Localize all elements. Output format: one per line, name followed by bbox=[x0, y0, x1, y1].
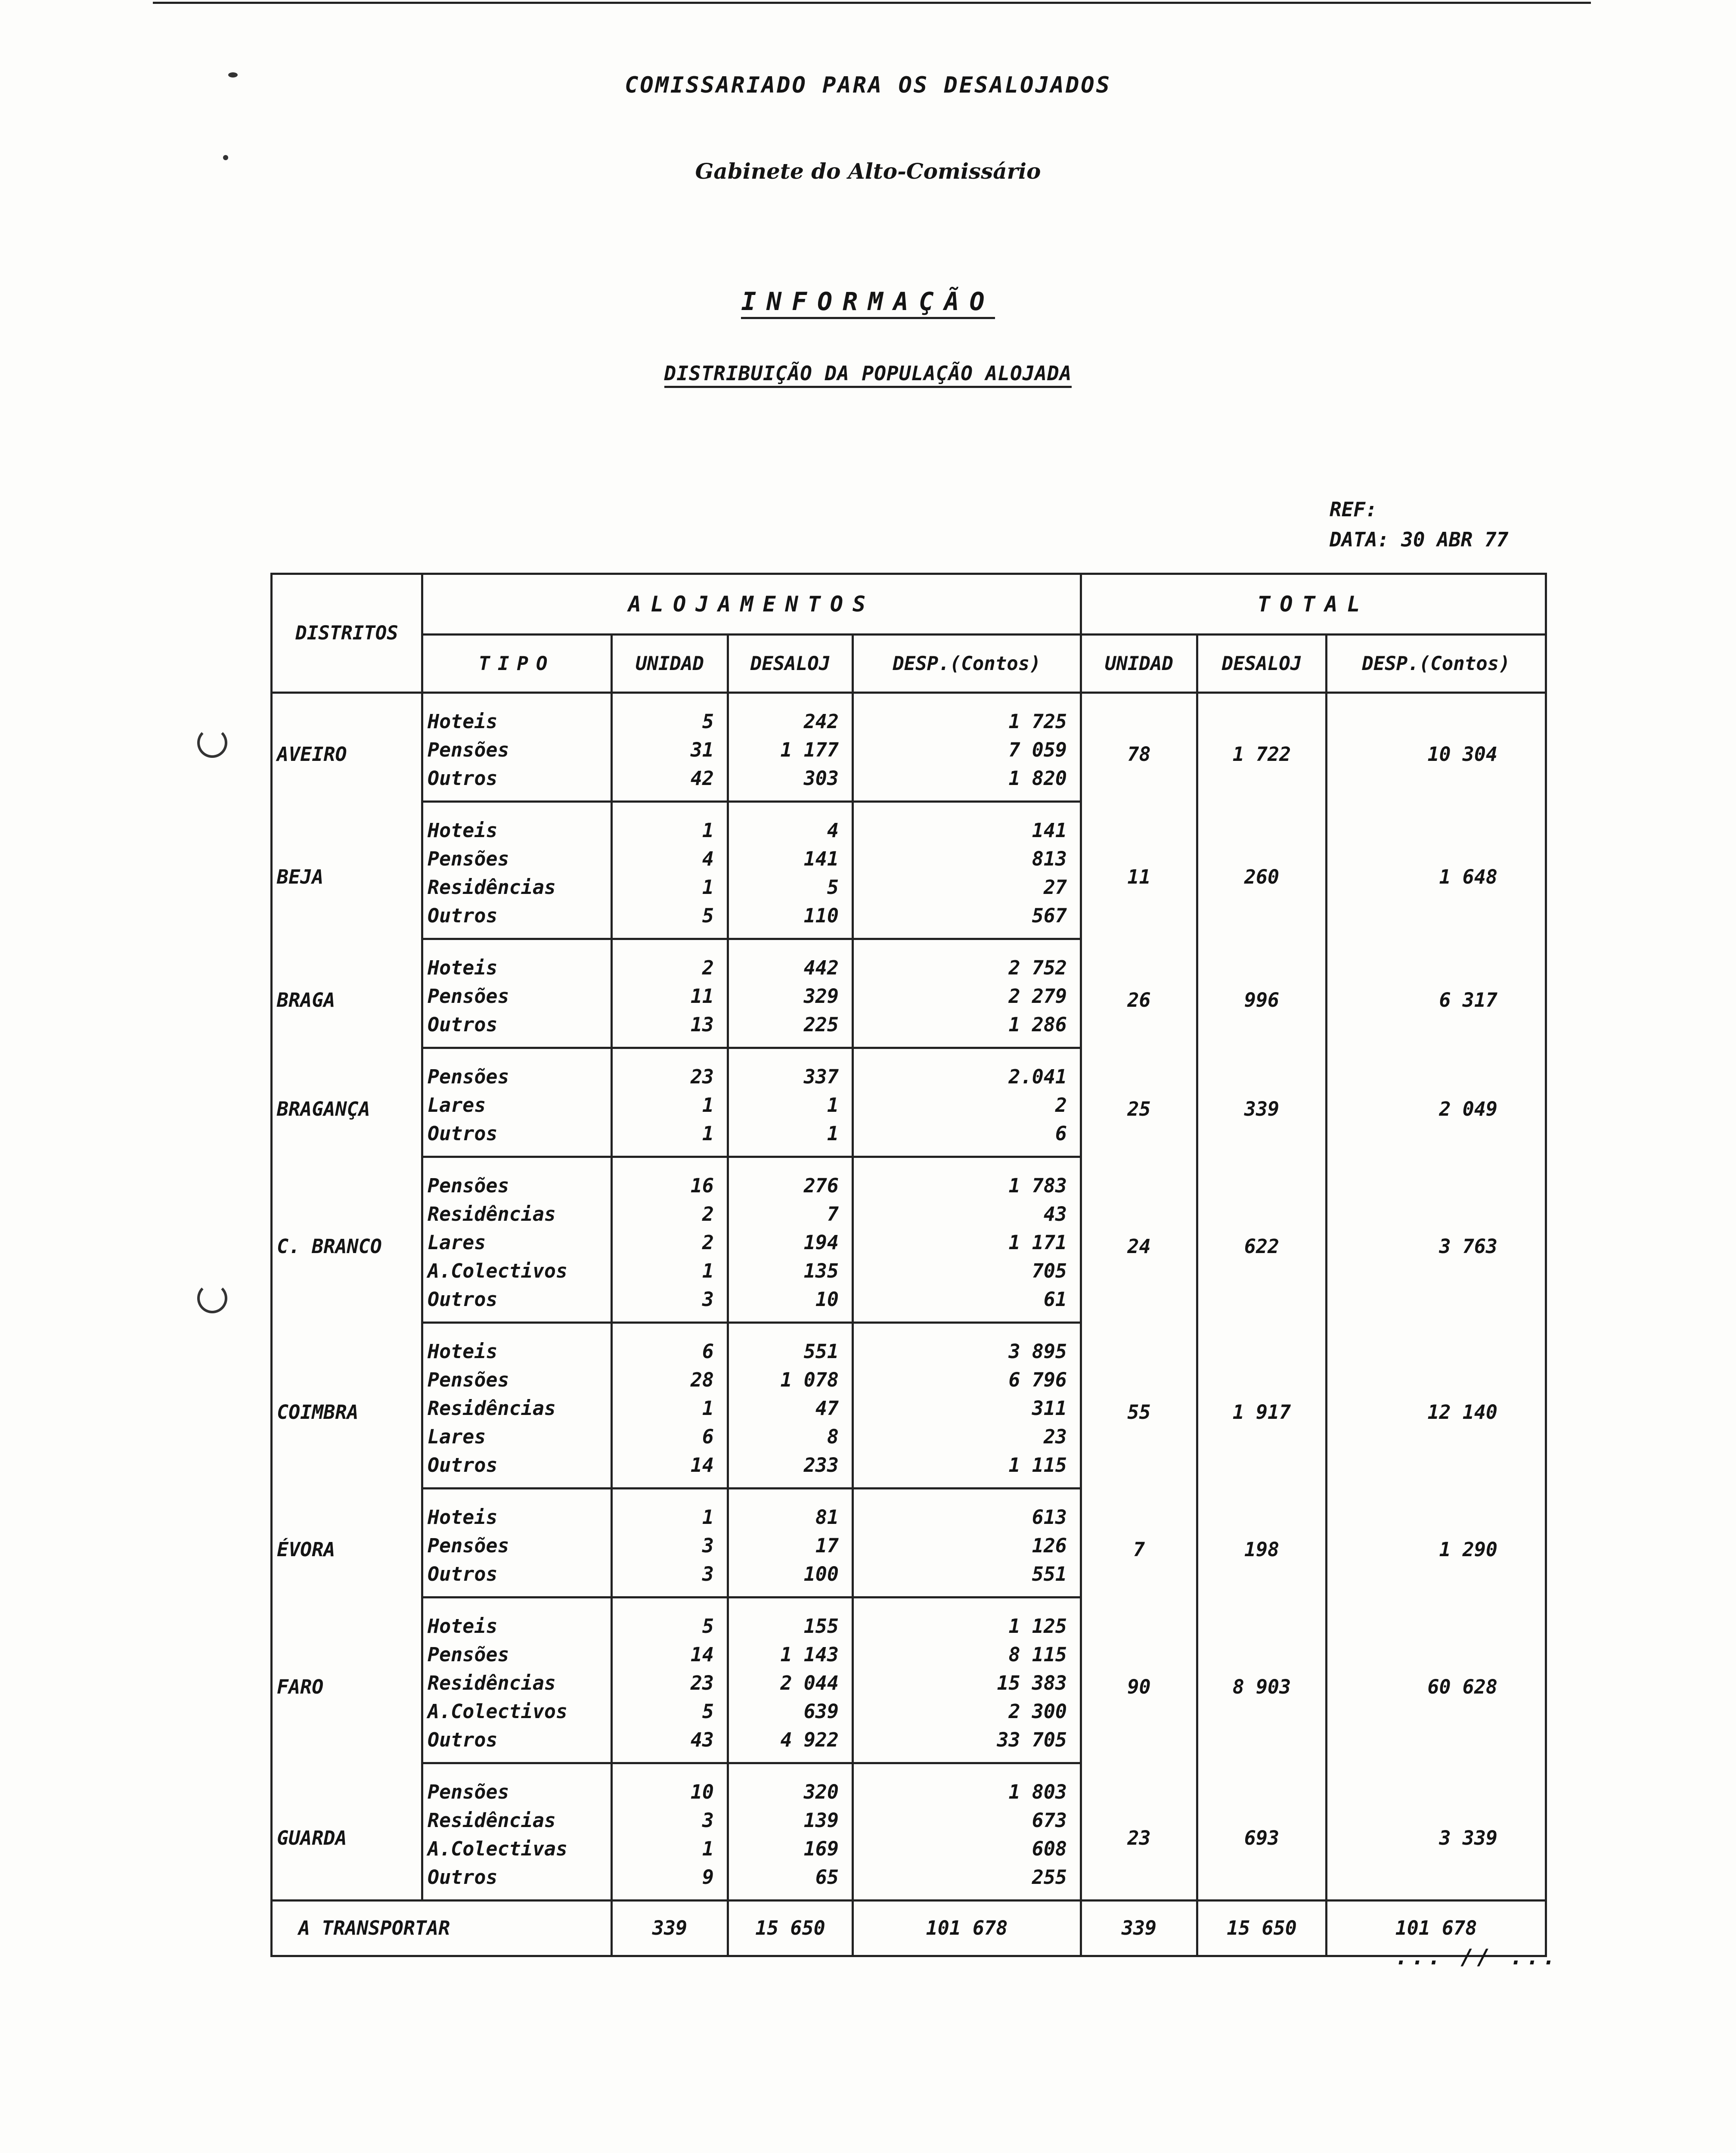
header-tipo: TIPO bbox=[422, 635, 612, 693]
units-value: 31 bbox=[612, 736, 728, 764]
displaced-value: 5 bbox=[728, 873, 853, 902]
expense-value: 23 bbox=[853, 1423, 1081, 1451]
expense-value: 2.041 bbox=[853, 1048, 1081, 1092]
units-value: 1 bbox=[612, 1394, 728, 1423]
header-total-unidad: UNIDAD bbox=[1081, 635, 1197, 693]
accommodation-type: Residências bbox=[422, 873, 612, 902]
total-displaced: 339 bbox=[1197, 1048, 1327, 1157]
district-name: GUARDA bbox=[272, 1763, 422, 1901]
accommodation-type: Pensões bbox=[422, 845, 612, 873]
footer-desaloj: 15 650 bbox=[728, 1901, 853, 1956]
units-value: 2 bbox=[612, 939, 728, 983]
accommodation-type: Lares bbox=[422, 1423, 612, 1451]
total-expense: 10 304 bbox=[1327, 693, 1546, 802]
accommodation-type: Outros bbox=[422, 1120, 612, 1157]
expense-value: 1 286 bbox=[853, 1011, 1081, 1048]
displaced-value: 1 143 bbox=[728, 1641, 853, 1669]
displaced-value: 194 bbox=[728, 1229, 853, 1257]
total-displaced: 260 bbox=[1197, 802, 1327, 939]
document-type bbox=[0, 287, 1736, 316]
displaced-value: 329 bbox=[728, 982, 853, 1011]
expense-value: 673 bbox=[853, 1806, 1081, 1835]
date-value: 30 ABR 77 bbox=[1401, 528, 1509, 551]
total-units: 90 bbox=[1081, 1598, 1197, 1763]
accommodation-type: A.Colectivos bbox=[422, 1697, 612, 1726]
accommodation-type: A.Colectivas bbox=[422, 1835, 612, 1863]
total-expense: 3 339 bbox=[1327, 1763, 1546, 1901]
accommodation-type: Residências bbox=[422, 1669, 612, 1697]
units-value: 2 bbox=[612, 1200, 728, 1229]
expense-value: 3 895 bbox=[853, 1323, 1081, 1366]
table-row bbox=[272, 1763, 1546, 1807]
displaced-value: 141 bbox=[728, 845, 853, 873]
displaced-value: 17 bbox=[728, 1532, 853, 1560]
accommodation-type: Outros bbox=[422, 764, 612, 802]
district-name: AVEIRO bbox=[272, 693, 422, 802]
displaced-value: 320 bbox=[728, 1763, 853, 1807]
units-value: 9 bbox=[612, 1863, 728, 1901]
units-value: 6 bbox=[612, 1323, 728, 1366]
header-total: TOTAL bbox=[1081, 574, 1546, 635]
displaced-value: 442 bbox=[728, 939, 853, 983]
total-displaced: 693 bbox=[1197, 1763, 1327, 1901]
units-value: 10 bbox=[612, 1763, 728, 1807]
displaced-value: 276 bbox=[728, 1157, 853, 1201]
total-expense: 12 140 bbox=[1327, 1323, 1546, 1489]
units-value: 13 bbox=[612, 1011, 728, 1048]
total-units: 25 bbox=[1081, 1048, 1197, 1157]
expense-value: 2 300 bbox=[853, 1697, 1081, 1726]
units-value: 14 bbox=[612, 1641, 728, 1669]
district-name: BRAGANÇA bbox=[272, 1048, 422, 1157]
accommodation-type: Residências bbox=[422, 1200, 612, 1229]
units-value: 3 bbox=[612, 1806, 728, 1835]
accommodation-type: Pensões bbox=[422, 1763, 612, 1807]
expense-value: 1 171 bbox=[853, 1229, 1081, 1257]
top-rule bbox=[153, 2, 1591, 4]
units-value: 3 bbox=[612, 1285, 728, 1323]
units-value: 23 bbox=[612, 1669, 728, 1697]
punch-hole-mark bbox=[197, 728, 227, 758]
table-row bbox=[272, 1048, 1546, 1092]
units-value: 5 bbox=[612, 1697, 728, 1726]
units-value: 5 bbox=[612, 902, 728, 939]
accommodation-type: Pensões bbox=[422, 736, 612, 764]
header-distritos: DISTRITOS bbox=[272, 574, 422, 693]
displaced-value: 7 bbox=[728, 1200, 853, 1229]
units-value: 5 bbox=[612, 693, 728, 736]
expense-value: 33 705 bbox=[853, 1726, 1081, 1763]
units-value: 1 bbox=[612, 802, 728, 845]
displaced-value: 81 bbox=[728, 1489, 853, 1532]
displaced-value: 2 044 bbox=[728, 1669, 853, 1697]
displaced-value: 225 bbox=[728, 1011, 853, 1048]
expense-value: 1 125 bbox=[853, 1598, 1081, 1641]
district-name: COIMBRA bbox=[272, 1323, 422, 1489]
accommodation-type: Hoteis bbox=[422, 1598, 612, 1641]
displaced-value: 4 922 bbox=[728, 1726, 853, 1763]
cabinet-title: Gabinete do Alto-Comissário bbox=[695, 158, 1041, 184]
table-row bbox=[272, 1157, 1546, 1201]
displaced-value: 1 bbox=[728, 1120, 853, 1157]
distribution-table bbox=[270, 573, 1547, 1957]
displaced-value: 169 bbox=[728, 1835, 853, 1863]
expense-value: 813 bbox=[853, 845, 1081, 873]
table-row bbox=[272, 802, 1546, 845]
accommodation-type: Outros bbox=[422, 1863, 612, 1901]
total-expense: 2 049 bbox=[1327, 1048, 1546, 1157]
displaced-value: 4 bbox=[728, 802, 853, 845]
reference-block bbox=[1330, 494, 1508, 555]
expense-value: 61 bbox=[853, 1285, 1081, 1323]
expense-value: 2 752 bbox=[853, 939, 1081, 983]
table-row bbox=[272, 1323, 1546, 1366]
accommodation-type: Residências bbox=[422, 1394, 612, 1423]
total-units: 26 bbox=[1081, 939, 1197, 1048]
footer-unidad: 339 bbox=[612, 1901, 728, 1956]
total-displaced: 1 917 bbox=[1197, 1323, 1327, 1489]
header-total-desp: DESP.(Contos) bbox=[1327, 635, 1546, 693]
displaced-value: 639 bbox=[728, 1697, 853, 1726]
table-row bbox=[272, 693, 1546, 736]
expense-value: 15 383 bbox=[853, 1669, 1081, 1697]
expense-value: 27 bbox=[853, 873, 1081, 902]
units-value: 16 bbox=[612, 1157, 728, 1201]
header-desaloj: DESALOJ bbox=[728, 635, 853, 693]
expense-value: 311 bbox=[853, 1394, 1081, 1423]
total-displaced: 8 903 bbox=[1197, 1598, 1327, 1763]
displaced-value: 155 bbox=[728, 1598, 853, 1641]
displaced-value: 1 bbox=[728, 1091, 853, 1120]
displaced-value: 47 bbox=[728, 1394, 853, 1423]
displaced-value: 139 bbox=[728, 1806, 853, 1835]
accommodation-type: Hoteis bbox=[422, 1323, 612, 1366]
accommodation-type: Outros bbox=[422, 1560, 612, 1598]
total-expense: 60 628 bbox=[1327, 1598, 1546, 1763]
expense-value: 705 bbox=[853, 1257, 1081, 1285]
units-value: 11 bbox=[612, 982, 728, 1011]
units-value: 23 bbox=[612, 1048, 728, 1092]
total-displaced: 996 bbox=[1197, 939, 1327, 1048]
units-value: 28 bbox=[612, 1366, 728, 1394]
units-value: 1 bbox=[612, 873, 728, 902]
punch-hole-mark bbox=[197, 1283, 227, 1313]
total-expense: 1 290 bbox=[1327, 1489, 1546, 1598]
expense-value: 1 115 bbox=[853, 1451, 1081, 1489]
displaced-value: 1 177 bbox=[728, 736, 853, 764]
accommodation-type: Outros bbox=[422, 902, 612, 939]
accommodation-type: Pensões bbox=[422, 1641, 612, 1669]
accommodation-type: Outros bbox=[422, 1451, 612, 1489]
date-label: DATA: bbox=[1330, 528, 1389, 551]
footer-total-desp: 101 678 bbox=[1327, 1901, 1546, 1956]
displaced-value: 303 bbox=[728, 764, 853, 802]
accommodation-type: Pensões bbox=[422, 1157, 612, 1201]
header-total-desaloj: DESALOJ bbox=[1197, 635, 1327, 693]
displaced-value: 242 bbox=[728, 693, 853, 736]
expense-value: 2 bbox=[853, 1091, 1081, 1120]
total-units: 55 bbox=[1081, 1323, 1197, 1489]
expense-value: 6 bbox=[853, 1120, 1081, 1157]
accommodation-type: Hoteis bbox=[422, 802, 612, 845]
accommodation-type: Hoteis bbox=[422, 1489, 612, 1532]
units-value: 2 bbox=[612, 1229, 728, 1257]
total-expense: 6 317 bbox=[1327, 939, 1546, 1048]
expense-value: 1 820 bbox=[853, 764, 1081, 802]
units-value: 43 bbox=[612, 1726, 728, 1763]
total-units: 23 bbox=[1081, 1763, 1197, 1901]
district-name: FARO bbox=[272, 1598, 422, 1763]
expense-value: 613 bbox=[853, 1489, 1081, 1532]
expense-value: 1 803 bbox=[853, 1763, 1081, 1807]
displaced-value: 551 bbox=[728, 1323, 853, 1366]
total-expense: 1 648 bbox=[1327, 802, 1546, 939]
units-value: 1 bbox=[612, 1835, 728, 1863]
displaced-value: 337 bbox=[728, 1048, 853, 1092]
displaced-value: 135 bbox=[728, 1257, 853, 1285]
units-value: 6 bbox=[612, 1423, 728, 1451]
table-row bbox=[272, 1489, 1546, 1532]
ref-label: REF: bbox=[1330, 498, 1377, 521]
expense-value: 551 bbox=[853, 1560, 1081, 1598]
table-body bbox=[272, 693, 1546, 1901]
accommodation-type: Residências bbox=[422, 1806, 612, 1835]
document-subject bbox=[0, 362, 1736, 385]
expense-value: 8 115 bbox=[853, 1641, 1081, 1669]
expense-value: 2 279 bbox=[853, 982, 1081, 1011]
footer-total-desaloj: 15 650 bbox=[1197, 1901, 1327, 1956]
expense-value: 567 bbox=[853, 902, 1081, 939]
displaced-value: 1 078 bbox=[728, 1366, 853, 1394]
district-name: BRAGA bbox=[272, 939, 422, 1048]
accommodation-type: Hoteis bbox=[422, 939, 612, 983]
displaced-value: 10 bbox=[728, 1285, 853, 1323]
displaced-value: 100 bbox=[728, 1560, 853, 1598]
footer-desp: 101 678 bbox=[853, 1901, 1081, 1956]
total-units: 78 bbox=[1081, 693, 1197, 802]
expense-value: 6 796 bbox=[853, 1366, 1081, 1394]
units-value: 3 bbox=[612, 1532, 728, 1560]
units-value: 14 bbox=[612, 1451, 728, 1489]
district-name: C. BRANCO bbox=[272, 1157, 422, 1323]
total-displaced: 198 bbox=[1197, 1489, 1327, 1598]
expense-value: 1 725 bbox=[853, 693, 1081, 736]
units-value: 42 bbox=[612, 764, 728, 802]
accommodation-type: Hoteis bbox=[422, 693, 612, 736]
total-expense: 3 763 bbox=[1327, 1157, 1546, 1323]
expense-value: 43 bbox=[853, 1200, 1081, 1229]
units-value: 1 bbox=[612, 1120, 728, 1157]
accommodation-type: A.Colectivos bbox=[422, 1257, 612, 1285]
displaced-value: 110 bbox=[728, 902, 853, 939]
header-alojamentos: ALOJAMENTOS bbox=[422, 574, 1081, 635]
accommodation-type: Outros bbox=[422, 1011, 612, 1048]
units-value: 4 bbox=[612, 845, 728, 873]
accommodation-type: Lares bbox=[422, 1229, 612, 1257]
units-value: 1 bbox=[612, 1091, 728, 1120]
organization-title: COMISSARIADO PARA OS DESALOJADOS bbox=[625, 72, 1111, 98]
accommodation-type: Outros bbox=[422, 1726, 612, 1763]
total-units: 7 bbox=[1081, 1489, 1197, 1598]
expense-value: 1 783 bbox=[853, 1157, 1081, 1201]
units-value: 3 bbox=[612, 1560, 728, 1598]
total-units: 24 bbox=[1081, 1157, 1197, 1323]
district-name: ÉVORA bbox=[272, 1489, 422, 1598]
expense-value: 126 bbox=[853, 1532, 1081, 1560]
footer-total-unidad: 339 bbox=[1081, 1901, 1197, 1956]
accommodation-type: Outros bbox=[422, 1285, 612, 1323]
expense-value: 7 059 bbox=[853, 736, 1081, 764]
expense-value: 141 bbox=[853, 802, 1081, 845]
units-value: 5 bbox=[612, 1598, 728, 1641]
header-unidad: UNIDAD bbox=[612, 635, 728, 693]
displaced-value: 233 bbox=[728, 1451, 853, 1489]
accommodation-type: Lares bbox=[422, 1091, 612, 1120]
date-line bbox=[1330, 524, 1508, 555]
units-value: 1 bbox=[612, 1489, 728, 1532]
accommodation-type: Pensões bbox=[422, 1532, 612, 1560]
continuation-mark: ... // ... bbox=[1395, 1945, 1559, 1970]
table-row bbox=[272, 1598, 1546, 1641]
displaced-value: 8 bbox=[728, 1423, 853, 1451]
footer-label: A TRANSPORTAR bbox=[272, 1901, 612, 1956]
document-type-text: INFORMAÇÃO bbox=[741, 287, 995, 319]
displaced-value: 65 bbox=[728, 1863, 853, 1901]
accommodation-type: Pensões bbox=[422, 982, 612, 1011]
document-subject-text: DISTRIBUIÇÃO DA POPULAÇÃO ALOJADA bbox=[664, 362, 1072, 388]
footer-row bbox=[272, 1901, 1546, 1956]
accommodation-type: Pensões bbox=[422, 1048, 612, 1092]
total-units: 11 bbox=[1081, 802, 1197, 939]
district-name: BEJA bbox=[272, 802, 422, 939]
table-row bbox=[272, 939, 1546, 983]
header-desp: DESP.(Contos) bbox=[853, 635, 1081, 693]
expense-value: 608 bbox=[853, 1835, 1081, 1863]
total-displaced: 622 bbox=[1197, 1157, 1327, 1323]
accommodation-type: Pensões bbox=[422, 1366, 612, 1394]
units-value: 1 bbox=[612, 1257, 728, 1285]
total-displaced: 1 722 bbox=[1197, 693, 1327, 802]
expense-value: 255 bbox=[853, 1863, 1081, 1901]
